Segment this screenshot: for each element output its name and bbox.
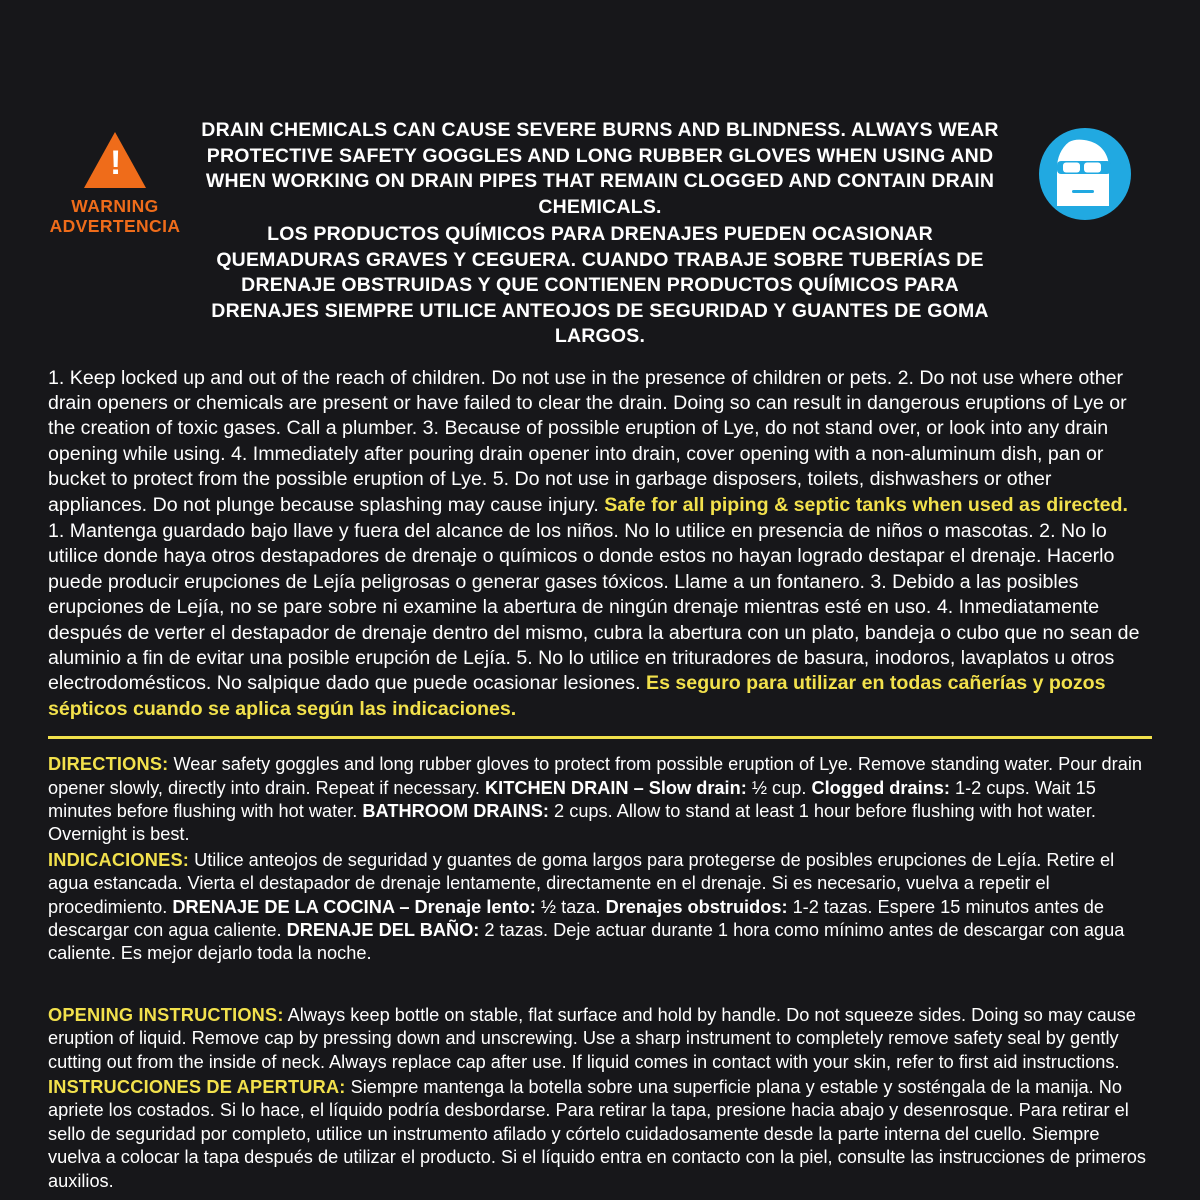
exclamation-mark-icon: ! bbox=[110, 144, 122, 182]
warning-text-group bbox=[190, 118, 1010, 350]
directions-es-part3: 1-2 tazas. Espere 15 minutos antes de descargar con agua caliente. bbox=[48, 896, 1104, 941]
directions-es-part4: 2 tazas. Deje actuar durante 1 hora como mínimo antes de descargar con agua caliente. Es mejor dejarlo toda la noche. bbox=[48, 920, 1125, 964]
directions-en-part2: ½ cup. bbox=[746, 777, 812, 798]
directions-en-bold1: KITCHEN DRAIN – Slow drain: bbox=[485, 777, 747, 798]
warning-text-en: DRAIN CHEMICALS CAN CAUSE SEVERE BURNS AND BLINDNESS. ALWAYS WEAR PROTECTIVE SAFETY GOGGLES AND LONG RUBBER GLOVES WHEN USING AND WHEN WORKING ON DRAIN PIPES THAT REMAIN CLOGGED AND CONTAIN DRAIN CHEMICALS. bbox=[201, 119, 999, 218]
opening-en bbox=[48, 1004, 1152, 1074]
precautions-en-text: 1. Keep locked up and out of the reach of children. Do not use in the presence of children or pets. 2. Do not use where other drain openers or chemicals are present or have failed to clear the drain. Doing so can result in dangerous eruptions of Lye or the creation of toxic gases. Call a plumber. 3. Because of possible eruption of Lye, do not stand over, or look into any drain opening while using. 4. Immediately after pouring drain opener into drain, cover opening with a non-aluminum dish, pan or bucket to protect from the possible eruption of Lye. 5. Do not use in garbage disposers, toilets, dishwashers or other appliances. Do not plunge because splashing may cause injury. bbox=[48, 366, 1127, 516]
directions-en bbox=[48, 753, 1152, 847]
directions-heading-en: DIRECTIONS: bbox=[48, 754, 169, 775]
directions-es-part2: ½ taza. bbox=[535, 896, 606, 917]
warning-signal-words bbox=[50, 196, 181, 236]
precautions-en bbox=[48, 366, 1152, 518]
opening-heading-en: OPENING INSTRUCTIONS: bbox=[48, 1004, 284, 1025]
directions-es-bold3: DRENAJE DEL BAÑO: bbox=[286, 920, 480, 941]
precautions-block bbox=[0, 350, 1200, 723]
warning-text-es: LOS PRODUCTOS QUÍMICOS PARA DRENAJES PUEDEN OCASIONAR QUEMADURAS GRAVES Y CEGUERA. CUANDO TRABAJE SOBRE TUBERÍAS DE DRENAJE OBSTRUIDAS Y QUE CONTIENEN PRODUCTOS QUÍMICOS PARA DRENAJES SIEMPRE UTILICE ANTEOJOS DE SEGURIDAD Y GUANTES DE GOMA LARGOS. bbox=[211, 223, 989, 347]
precautions-es bbox=[48, 519, 1152, 722]
precautions-es-highlight: Es seguro para utilizar en todas cañerías y pozos sépticos cuando se aplica según las indicaciones. bbox=[48, 672, 1106, 720]
warning-word-en: WARNING bbox=[71, 196, 159, 216]
directions-es-bold2: Drenajes obstruidos: bbox=[605, 896, 788, 917]
directions-en-part4: 2 cups. Allow to stand at least 1 hour before flushing with hot water. Overnight is best. bbox=[48, 801, 1096, 845]
directions-es-part1: Utilice anteojos de seguridad y guantes de goma largos para protegerse de posibles erupciones de Lejía. Retire el agua estancada. Vierta el destapador de drenaje lentamente, directamente en el drenaje. Si es necesario, vuelva a repetir el procedimiento. bbox=[48, 849, 1115, 917]
directions-en-part3: 1-2 cups. Wait 15 minutes before flushing with hot water. bbox=[48, 777, 1096, 821]
precautions-es-text: 1. Mantenga guardado bajo llave y fuera del alcance de los niños. No lo utilice en presencia de niños o mascotas. 2. No lo utilice donde haya otros destapadores de drenaje o químicos o donde estos no hayan logrado destapar el drenaje. Hacerlo puede producir erupciones de Lejía peligrosas o generar gases tóxicos. Llame a un fontanero. 3. Debido a las posibles erupciones de Lejía, no se pare sobre ni examine la abertura de ningún drenaje mientras esté en uso. 4. Inmediatamente después de verter el destapador de drenaje dentro del mismo, cubra la abertura con un plato, bandeja o cubo que no sean de aluminio a fin de evitar una posible erupción de Lejía. 5. No lo utilice en trituradores de basura, inodoros, lavaplatos u otros electrodomésticos. No salpique dado que puede ocasionar lesiones. bbox=[48, 519, 1140, 695]
opening-es bbox=[48, 1076, 1152, 1193]
warning-triangle-icon bbox=[84, 132, 146, 188]
pictogram-group bbox=[1010, 118, 1160, 220]
directions-block bbox=[0, 739, 1200, 966]
warning-signal-word-group bbox=[40, 118, 190, 236]
opening-instructions-block bbox=[0, 966, 1200, 1193]
directions-en-bold3: BATHROOM DRAINS: bbox=[362, 801, 549, 821]
opening-heading-es: INSTRUCCIONES DE APERTURA: bbox=[48, 1077, 346, 1098]
warning-word-es: ADVERTENCIA bbox=[49, 216, 181, 236]
warning-banner bbox=[0, 0, 1200, 350]
directions-es bbox=[48, 849, 1152, 966]
directions-en-bold2: Clogged drains: bbox=[811, 777, 950, 798]
directions-en-part1: Wear safety goggles and long rubber gloves to protect from possible eruption of Lye. Remove standing water. Pour drain opener slowly, directly into drain. Repeat if necessary. bbox=[48, 754, 1143, 798]
directions-heading-es: INDICACIONES: bbox=[48, 849, 190, 870]
wear-eye-protection-icon bbox=[1039, 128, 1131, 220]
directions-es-bold1: DRENAJE DE LA COCINA – Drenaje lento: bbox=[172, 896, 536, 917]
precautions-en-highlight: Safe for all piping & septic tanks when used as directed. bbox=[604, 493, 1128, 516]
opening-es-text: Siempre mantenga la botella sobre una superficie plana y estable y sosténgala de la manija. No apriete los costados. Si lo hace, el líquido podría desbordarse. Para retirar la tapa, presione hacia abajo y desenrosque. Para retirar el sello de seguridad por completo, utilice un instrumento afilado y córtelo cuidadosamente desde la parte interna del cuello. Siempre vuelva a colocar la tapa después de utilizar el producto. Si el líquido entra en contacto con la piel, consulte las instrucciones de primeros auxilios. bbox=[48, 1077, 1146, 1191]
opening-en-text: Always keep bottle on stable, flat surface and hold by handle. Do not squeeze sides. Doing so may cause eruption of liquid. Remove cap by pressing down and unscrewing. Use a sharp instrument to completely remove safety seal by gently cutting out from the inside of neck. Always replace cap after use. If liquid comes in contact with your skin, refer to first aid instructions. bbox=[48, 1004, 1136, 1072]
